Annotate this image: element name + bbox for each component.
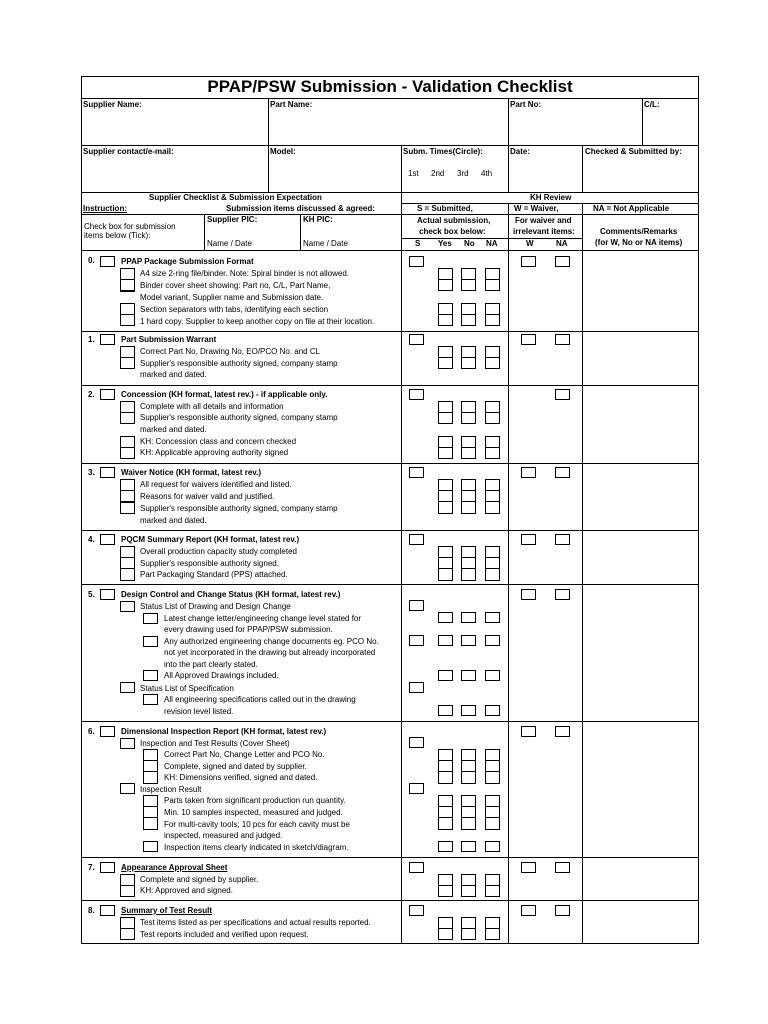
checked-by-label: Checked & Submitted by: [585, 147, 682, 156]
divider [508, 203, 509, 944]
col-na: NA [486, 239, 498, 248]
submitted-checkbox[interactable] [409, 389, 424, 400]
item-text: Binder cover sheet showing: Part no, C/L, Part Name, [140, 281, 331, 290]
yes-checkbox[interactable] [438, 635, 453, 646]
no-checkbox[interactable] [461, 479, 476, 514]
section-checkbox[interactable] [100, 534, 115, 545]
item-text: marked and dated. [140, 370, 207, 379]
item-text: Latest change letter/engineering change level stated for [164, 614, 362, 623]
kh-pic-label: KH PIC: [303, 215, 333, 224]
yes-checkbox[interactable] [438, 401, 453, 424]
na-checkbox[interactable] [485, 917, 500, 940]
no-checkbox[interactable] [461, 346, 476, 369]
yes-checkbox[interactable] [438, 346, 453, 369]
col-w: W [526, 239, 534, 248]
waiver-checkbox[interactable] [521, 589, 536, 600]
legend-submitted: S = Submitted, [417, 204, 473, 213]
yes-checkbox[interactable] [438, 670, 453, 681]
item-checkbox[interactable] [143, 670, 158, 681]
divider [81, 98, 699, 99]
comments-label: (for W, No or NA items) [595, 238, 683, 247]
legend-not-applicable: NA = Not Applicable [593, 204, 670, 213]
na-checkbox[interactable] [485, 749, 500, 784]
item-text: Model variant, Supplier name and Submission date. [140, 293, 324, 302]
no-checkbox[interactable] [461, 612, 476, 623]
submitted-checkbox[interactable] [409, 905, 424, 916]
yes-checkbox[interactable] [438, 546, 453, 581]
section-title: Part Submission Warrant [121, 335, 217, 344]
yes-checkbox[interactable] [438, 479, 453, 514]
kh-na-checkbox[interactable] [555, 534, 570, 545]
no-checkbox[interactable] [461, 874, 476, 897]
item-text: Supplier's responsible authority signed, company stamp [140, 359, 338, 368]
item-text: Min. 10 samples inspected, measured and judged. [164, 808, 343, 817]
no-checkbox[interactable] [461, 303, 476, 326]
no-checkbox[interactable] [461, 635, 476, 646]
divider [81, 721, 699, 722]
divider [81, 145, 699, 146]
col-no: No [464, 239, 475, 248]
section-checkbox[interactable] [100, 256, 115, 267]
submitted-checkbox[interactable] [409, 256, 424, 267]
no-checkbox[interactable] [461, 749, 476, 784]
item-text: For multi-cavity tools; 10 pcs for each cavity must be [164, 820, 350, 829]
item-checkbox[interactable] [120, 738, 135, 749]
item-checkbox[interactable] [120, 874, 135, 897]
waiver-checkbox[interactable] [521, 534, 536, 545]
item-text: Status List of Specification [140, 684, 234, 693]
section-number: 4. [88, 535, 95, 544]
na-checkbox[interactable] [485, 303, 500, 326]
yes-checkbox[interactable] [438, 436, 453, 459]
na-checkbox[interactable] [485, 546, 500, 581]
no-checkbox[interactable] [461, 546, 476, 581]
divider [81, 584, 699, 585]
kh-na-checkbox[interactable] [555, 862, 570, 873]
section-title: PPAP Package Submission Format [121, 257, 254, 266]
divider [401, 145, 402, 192]
times-1st[interactable]: 1st [408, 169, 419, 178]
submitted-checkbox[interactable] [409, 635, 424, 646]
yes-checkbox[interactable] [438, 268, 453, 291]
submitted-checkbox[interactable] [409, 862, 424, 873]
item-text: every drawing used for PPAP/PSW submission. [164, 625, 333, 634]
divider [81, 530, 699, 531]
na-checkbox[interactable] [485, 401, 500, 424]
section-title: Design Control and Change Status (KH format, latest rev.) [121, 590, 341, 599]
item-text: All engineering specifications called out in the drawing [164, 695, 356, 704]
submitted-checkbox[interactable] [409, 682, 424, 693]
section-number: 0. [88, 256, 95, 265]
item-checkbox[interactable] [120, 917, 135, 940]
divider [81, 385, 699, 386]
na-checkbox[interactable] [485, 705, 500, 716]
col-na-kh: NA [556, 239, 568, 248]
divider [268, 98, 269, 192]
section-title: PQCM Summary Report (KH format, latest rev.) [121, 535, 300, 544]
item-text: not yet incorporated in the drawing but already incorporated [164, 648, 376, 657]
kh-na-checkbox[interactable] [555, 467, 570, 478]
waiver-checkbox[interactable] [521, 726, 536, 737]
item-text: Status List of Drawing and Design Change [140, 602, 291, 611]
na-checkbox[interactable] [485, 841, 500, 852]
supplier-contact-label: Supplier contact/e-mail: [83, 147, 174, 156]
item-checkbox[interactable] [120, 502, 135, 514]
instruction-text: Check box for submission [84, 222, 176, 231]
kh-na-checkbox[interactable] [555, 905, 570, 916]
item-checkbox[interactable] [143, 749, 158, 784]
subm-times-label: Subm. Times(Circle): [403, 147, 483, 156]
submitted-checkbox[interactable] [409, 783, 424, 794]
submitted-checkbox[interactable] [409, 534, 424, 545]
col-yes: Yes [438, 239, 452, 248]
yes-checkbox[interactable] [438, 917, 453, 940]
item-text: Inspection and Test Results (Cover Sheet) [140, 739, 290, 748]
yes-checkbox[interactable] [438, 612, 453, 623]
na-checkbox[interactable] [485, 795, 500, 830]
divider [81, 331, 699, 332]
item-text: Supplier's responsible authority signed. [140, 559, 279, 568]
waiver-checkbox[interactable] [521, 256, 536, 267]
item-text: Test items listed as per specifications and actual results reported. [140, 918, 371, 927]
section-title: Concession (KH format, latest rev.) - if applicable only. [121, 390, 328, 399]
section-number: 3. [88, 468, 95, 477]
item-text: Supplier's responsible authority signed, company stamp [140, 504, 338, 513]
na-checkbox[interactable] [485, 635, 500, 646]
item-checkbox[interactable] [143, 613, 158, 624]
times-2nd[interactable]: 2nd [431, 169, 445, 178]
item-checkbox[interactable] [120, 783, 135, 794]
item-text: Parts taken from significant production run quantity. [164, 796, 346, 805]
item-text: Correct Part No, Drawing No, EO/PCO No. and CL [140, 347, 321, 356]
waiver-label: For waiver and [515, 216, 572, 225]
kh-na-checkbox[interactable] [555, 589, 570, 600]
section-checkbox[interactable] [100, 589, 115, 600]
item-text: Section separators with tabs, identifying each section [140, 305, 329, 314]
yes-checkbox[interactable] [438, 795, 453, 830]
divider [582, 203, 583, 944]
cl-label: C/L: [644, 100, 660, 109]
divider [300, 214, 301, 250]
section-number: 6. [88, 727, 95, 736]
section-number: 1. [88, 335, 95, 344]
section-number: 2. [88, 390, 95, 399]
item-checkbox[interactable] [143, 694, 158, 705]
name-date-label: Name / Date [207, 239, 252, 248]
item-text: All request for waivers identified and listed. [140, 480, 292, 489]
instruction-text: items below (Tick): [84, 231, 151, 240]
na-checkbox[interactable] [485, 874, 500, 897]
section-number: 5. [88, 590, 95, 599]
no-checkbox[interactable] [461, 436, 476, 459]
times-4th[interactable]: 4th [481, 169, 493, 178]
item-text: Complete, signed and dated by supplier. [164, 762, 307, 771]
item-text: Supplier's responsible authority signed, company stamp [140, 413, 338, 422]
no-checkbox[interactable] [461, 841, 476, 852]
section-checkbox[interactable] [100, 905, 115, 916]
na-checkbox[interactable] [485, 479, 500, 514]
model-label: Model: [270, 147, 296, 156]
yes-checkbox[interactable] [438, 749, 453, 784]
section-title: Appearance Approval Sheet [121, 863, 228, 872]
item-text: Test reports included and verified upon request. [140, 930, 309, 939]
item-text: Part Packaging Standard (PPS) attached. [140, 570, 288, 579]
item-checkbox[interactable] [120, 479, 135, 502]
item-checkbox[interactable] [143, 795, 158, 830]
item-checkbox[interactable] [120, 268, 135, 292]
divider [582, 145, 583, 192]
item-text: A4 size 2-ring file/binder. Note: Spiral binder is not allowed. [140, 269, 349, 278]
waiver-checkbox[interactable] [521, 862, 536, 873]
item-checkbox[interactable] [120, 601, 135, 612]
item-checkbox[interactable] [120, 346, 135, 369]
item-text: marked and dated. [140, 425, 207, 434]
item-text: Inspection items clearly indicated in sketch/diagram. [164, 843, 349, 852]
section-checkbox[interactable] [100, 726, 115, 737]
item-text: KH: Applicable approving authority signed [140, 448, 289, 457]
item-checkbox[interactable] [120, 303, 135, 326]
submitted-checkbox[interactable] [409, 737, 424, 748]
item-text: Any authorized engineering change documents eg. PCO No. [164, 637, 379, 646]
date-label: Date: [510, 147, 531, 156]
item-checkbox[interactable] [143, 841, 158, 852]
item-text: All Approved Drawings included. [164, 671, 279, 680]
submitted-checkbox[interactable] [409, 600, 424, 611]
item-text: KH: Approved and signed. [140, 886, 233, 895]
yes-checkbox[interactable] [438, 874, 453, 897]
legend-waiver: W = Waiver, [514, 204, 559, 213]
part-no-label: Part No: [510, 100, 542, 109]
section-title: Dimensional Inspection Report (KH format, latest rev.) [121, 727, 327, 736]
col-s: S [415, 239, 421, 248]
no-checkbox[interactable] [461, 268, 476, 291]
times-3rd[interactable]: 3rd [457, 169, 469, 178]
item-text: revision level listed. [164, 707, 234, 716]
na-checkbox[interactable] [485, 612, 500, 623]
na-checkbox[interactable] [485, 268, 500, 291]
supplier-pic-label: Supplier PIC: [207, 215, 258, 224]
item-text: into the part clearly stated. [164, 660, 258, 669]
divider [401, 192, 402, 944]
yes-checkbox[interactable] [438, 841, 453, 852]
divider [642, 98, 643, 145]
item-text: Complete with all details and information [140, 402, 284, 411]
item-text: KH: Concession class and concern checked [140, 437, 297, 446]
divider [508, 98, 509, 192]
form-title: PPAP/PSW Submission - Validation Checklist [207, 77, 573, 96]
section-title: Waiver Notice (KH format, latest rev.) [121, 468, 262, 477]
section-checkbox[interactable] [100, 862, 115, 873]
divider [81, 900, 699, 901]
submission-items-label: Submission items discussed & agreed: [226, 204, 375, 213]
item-checkbox[interactable] [120, 401, 135, 424]
section-checkbox[interactable] [100, 334, 115, 345]
item-text: marked and dated. [140, 516, 207, 525]
kh-na-checkbox[interactable] [555, 256, 570, 267]
actual-submission-label: check box below: [419, 227, 486, 236]
item-text: Reasons for waiver valid and justified. [140, 492, 275, 501]
item-checkbox[interactable] [120, 436, 135, 459]
item-text: Correct Part No, Change Letter and PCO No. [164, 750, 325, 759]
waiver-checkbox[interactable] [521, 905, 536, 916]
item-checkbox[interactable] [120, 546, 135, 581]
divider [81, 463, 699, 464]
section-number: 8. [88, 906, 95, 915]
na-checkbox[interactable] [485, 436, 500, 459]
section-number: 7. [88, 863, 95, 872]
waiver-checkbox[interactable] [521, 467, 536, 478]
item-text: inspected, measured and judged. [164, 831, 283, 840]
submitted-checkbox[interactable] [409, 467, 424, 478]
no-checkbox[interactable] [461, 401, 476, 424]
kh-na-checkbox[interactable] [555, 726, 570, 737]
na-checkbox[interactable] [485, 670, 500, 681]
supplier-name-label: Supplier Name: [83, 100, 142, 109]
instruction-label: Instruction: [83, 204, 127, 213]
item-checkbox[interactable] [143, 636, 158, 647]
section-checkbox[interactable] [100, 389, 115, 400]
no-checkbox[interactable] [461, 795, 476, 830]
item-text: 1 hard copy. Supplier to keep another copy on file at their location. [140, 317, 375, 326]
actual-submission-label: Actual submission, [417, 216, 491, 225]
kh-na-checkbox[interactable] [555, 389, 570, 400]
divider [81, 857, 699, 858]
section-checkbox[interactable] [100, 467, 115, 478]
waiver-label: irrelevant items: [513, 227, 575, 236]
no-checkbox[interactable] [461, 917, 476, 940]
item-checkbox[interactable] [120, 682, 135, 693]
item-text: Complete and signed by supplier. [140, 875, 259, 884]
name-date-label: Name / Date [303, 239, 348, 248]
divider [204, 214, 205, 250]
item-text: Inspection Result [140, 785, 202, 794]
no-checkbox[interactable] [461, 705, 476, 716]
no-checkbox[interactable] [461, 670, 476, 681]
item-text: Overall production capacity study completed [140, 547, 297, 556]
comments-label: Comments/Remarks [600, 227, 678, 236]
kh-review-header: KH Review [530, 193, 572, 202]
yes-checkbox[interactable] [438, 705, 453, 716]
section-title: Summary of Test Result [121, 906, 212, 915]
na-checkbox[interactable] [485, 346, 500, 369]
item-text: KH: Dimensions verified, signed and dated. [164, 773, 318, 782]
supplier-checklist-header: Supplier Checklist & Submission Expectation [149, 193, 322, 202]
waiver-checkbox[interactable] [521, 334, 536, 345]
part-name-label: Part Name: [270, 100, 313, 109]
kh-na-checkbox[interactable] [555, 334, 570, 345]
submitted-checkbox[interactable] [409, 334, 424, 345]
yes-checkbox[interactable] [438, 303, 453, 326]
divider [81, 214, 699, 215]
divider [81, 250, 699, 251]
